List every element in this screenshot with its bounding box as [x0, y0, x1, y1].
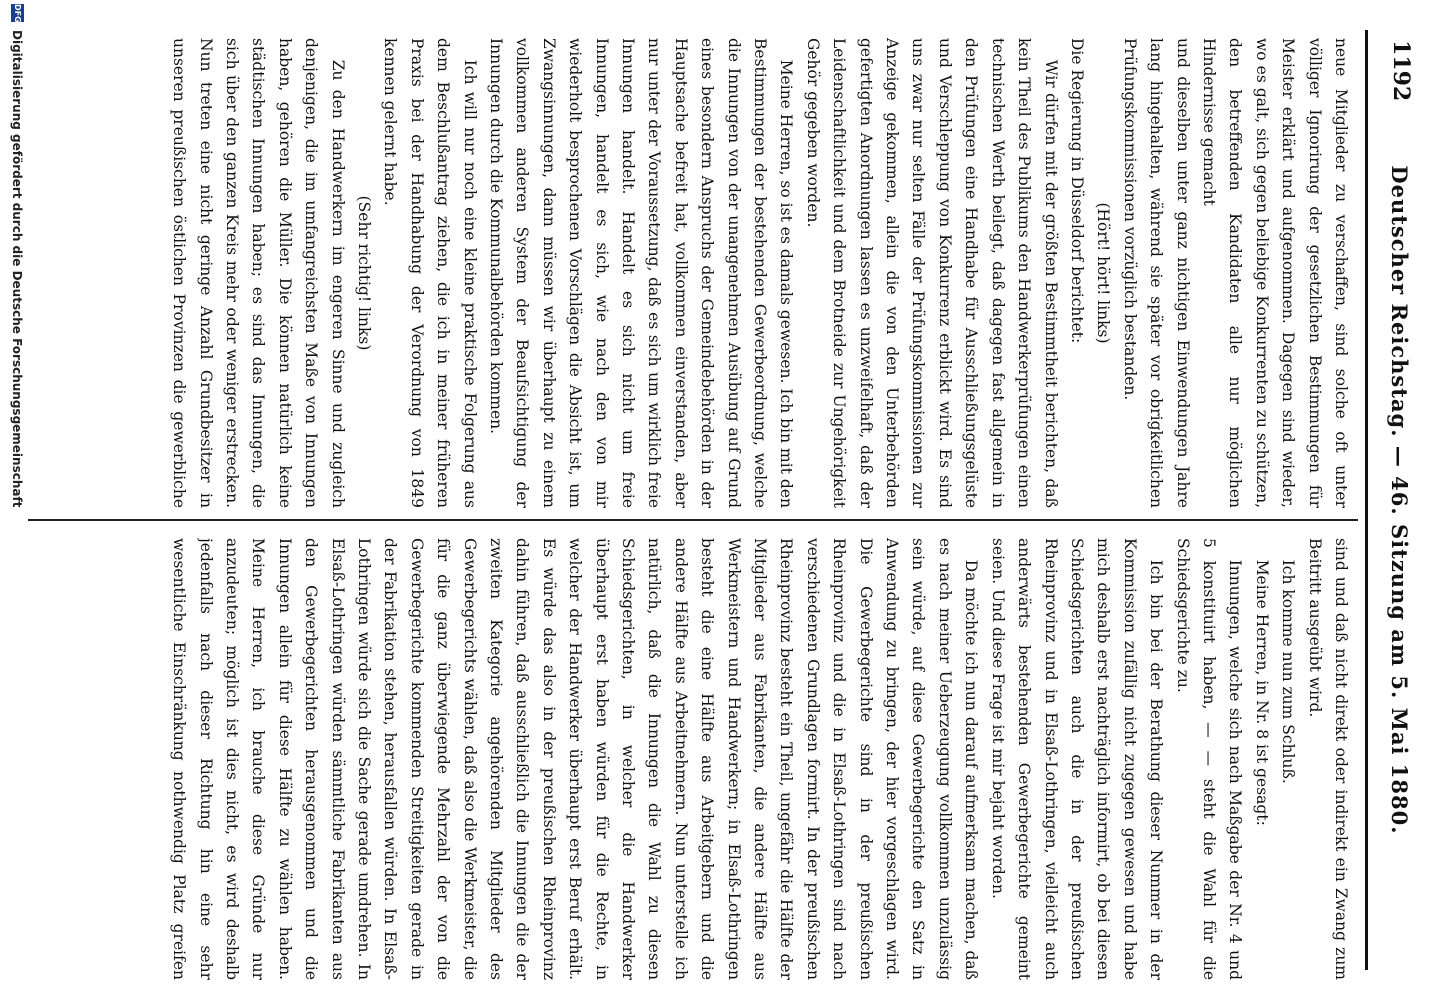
paragraph: Wir dürfen mit der größten Bestimmtheit berichten, daß kein Theil des Publikums den Handwerkerprüfungen einen technischen Werth beilegt, daß dagegen fast allgemein in den Prüfungen eine Handhabe für Ausschließungsgelüste und Verschleppung von Konkurrenz erblickt wird. Es sind uns zwar nur selten Fälle der Prüfungskommissionen zur Anzeige gekommen, allein die von den Unterbehörden gefertigten Anordnungen lassen es unzweifelhaft, daß der Leidenschaftlichkeit und dem Brotneide zur Ungehörigkeit Gehör gegeben worden.	[803, 38, 1060, 508]
paragraph: Da möchte ich nun darauf aufmerksam machen, daß es nach meiner Ueberzeugung vollkommen unzulässig sein würde, auf diese Gewerbegerichte den Satz in Anwendung zu bringen, der hier vorgeschlagen wird. Die Gewerbegerichte sind in der preußischen Rheinprovinz und die in Elsaß-Lothringen sind nach verschiedenen Grundlagen formirt. In der preußischen Rheinprovinz besteht ein Theil, ungefähr die Hälfte der Mitglieder aus Fabrikanten, die andere Hälfte aus Werkmeistern und Handwerkern; in Elsaß-Lothringen besteht die eine Hälfte aus Arbeitgebern und die andere Hälfte aus Arbeitnehmern. Nun unterstelle ich natürlich, daß die Innungen die Wahl zu diesen Schiedsgerichten, in welcher die Handwerker überhaupt erst haben würden für die Rechte, in welcher der Handwerker überhaupt erst Beruf erhält. Es würde das also in der preußischen Rheinprovinz dahin führen, daß ausschließlich die Innungen die der zweiten Kategorie angehörenden Mitglieder des Gewerbegerichts wählen, daß also die Werkmeister, die für die ganz überwiegende Mehrzahl der von die Gewerbegerichte kommenden Streitigkeiten gerade in der Fabrikation stehen, herausfallen würden. In Elsaß-Lothringen würde sich die Sache gerade umdrehen. In Elsaß-Lothringen würden sämmtliche Fabrikanten aus den Gewerbegerichten herausgenommen und die Innungen allein für diese Hälfte zu wählen haben. Meine Herren, ich brauche diese Gründe nur anzudeuten; möglich ist dies nicht, es wird deshalb jedenfalls nach dieser Richtung hin eine sehr wesentliche Einschränkung nothwendig Platz greifen	[170, 538, 981, 980]
paragraph: Ich komme nun zum Schluß.	[1279, 559, 1298, 784]
paragraph: Die Regierung in Düsseldorf berichtet:	[1067, 38, 1086, 344]
paragraph: neue Mitglieder zu verschaffen, sind solche oft unter völliger Ignorirung der gesetzlichen Bestimmungen für Meister erklärt und aufgenommen. Dagegen sind wieder, wo es galt, sich gegen beliebige Konkurrenten zu schützen, den betreffenden Kandidaten alle nur möglichen Hindernisse gemacht	[1199, 38, 1350, 508]
paragraph: (Sehr richtig! links)	[354, 195, 373, 351]
paragraph: Meine Herren, so ist es damals gewesen. Ich bin mit den Bestimmungen der bestehenden Gewerbeordnung, welche die Innungen von der unangenehmen Ausübung auf Grund eines besondern Anspruchs der Gemeindebehörden in der Hauptsache befreit hat, vollkommen einverstanden, aber nur unter der Voraussetzung, daß es sich um wirklich freie Innungen handelt. Handelt es sich nicht um freie Innungen, handelt es sich, wie nach den von mir wiederholt besprochenen Vorschlägen die Absicht ist, um Zwangsinnungen, dann müssen wir überhaupt zu einem vollkommen anderen System der Beaufsichtigung der Innungen durch die Kommunalbehörden kommen.	[487, 38, 796, 508]
paragraph: Ich will nur noch eine kleine praktische Folgerung aus dem Beschlußantrag ziehen, die ich in meiner früheren Praxis bei der Handhabung der Verordnung von 1849 kennen gelernt habe.	[381, 38, 479, 508]
column-divider	[28, 519, 1358, 521]
right-text-column	[164, 538, 1354, 980]
paragraph: Zu den Handwerkern im engeren Sinne und zugleich denjenigen, die im umfangreichsten Maße von Innungen haben, gehören die Müller. Die können natürlich keine städtischen Innungen haben; es sind das Innungen, die sich über den ganzen Kreis mehr oder weniger erstrecken. Nun treten eine nicht geringe Anzahl Grundbesitzer in unseren preußischen östlichen Provinzen die gewerbliche	[170, 38, 347, 508]
header-rule	[1365, 30, 1368, 970]
digitization-credit: Digitalisierung gefördert durch die Deutsche Forschungsgemeinschaft	[10, 30, 24, 508]
paragraph: Meine Herren, in Nr. 8 ist gesagt:	[1252, 559, 1271, 826]
page-header	[1378, 40, 1418, 960]
page-footer	[7, 0, 25, 1000]
left-text-column	[164, 38, 1354, 508]
page-number: 1192	[1388, 40, 1414, 102]
paragraph: (Hört! hört! links)	[1094, 202, 1113, 344]
paragraph: sind und daß nicht direkt oder indirekt ein Zwang zum Beitritt ausgeübt wird.	[1305, 538, 1350, 980]
dfg-logo-icon: DFG	[13, 4, 22, 23]
paragraph: Innungen, welche sich nach Maßgabe der Nr. 4 und 5 konstituirt haben, — — steht die Wahl für die Schiedsgerichte zu.	[1173, 538, 1245, 980]
paragraph: Ich bin bei der Berathung dieser Nummer in der Kommission zufällig nicht zugegen gewesen und habe mich deshalb erst nachträglich informirt, ob bei diesen Schiedsgerichten auch die in der preußischen Rheinprovinz und in Elsaß-Lothringen, vielleicht auch anderwärts bestehenden Gewerbegerichte gemeint seien. Und diese Frage ist mir bejaht worden.	[988, 538, 1166, 980]
paragraph: und dieselben unter ganz nichtigen Einwendungen Jahre lang hingehalten, während sie später vor obrigkeitlichen Prüfungskommissionen vorzüglich bestanden.	[1120, 38, 1192, 508]
running-title: Deutscher Reichstag. — 46. Sitzung am 5. Mai 1880.	[1387, 165, 1412, 835]
